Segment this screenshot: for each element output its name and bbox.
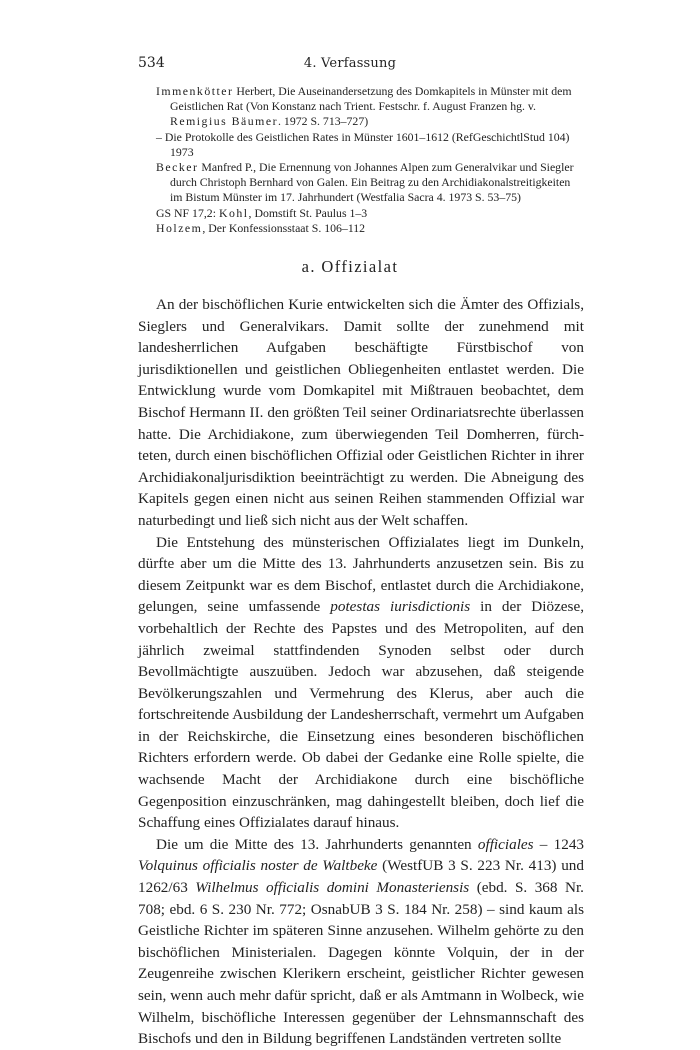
paragraph xyxy=(138,532,584,834)
text-run: Die Entstehung des münsterischen Offizialates liegt im Dunkeln, dürfte aber um die Mitte des 13. Jahrhunderts anzusetzen sein. Bis zu diesem Zeitpunkt war es dem Bischof, entlastet durch die Archidiakone, gelungen, seine umfassende xyxy=(138,533,584,616)
bib-author: Immenkötter xyxy=(156,84,234,98)
text-run: Die um die Mitte des 13. Jahrhunderts genannten xyxy=(156,835,478,853)
paragraph xyxy=(138,294,584,532)
bib-author: Kohl xyxy=(218,205,249,220)
text-run-italic: potestas iurisdictionis xyxy=(330,598,471,616)
body-text xyxy=(138,294,584,1050)
bib-text: GS NF 17,2: xyxy=(156,205,219,220)
bibliography-entry xyxy=(156,84,574,130)
text-run-italic: officiales xyxy=(477,835,534,853)
section-title: a. Offizialat xyxy=(301,257,399,276)
bib-author: Remigius Bäumer xyxy=(170,114,279,129)
bibliography xyxy=(156,84,574,236)
bibliography-entry xyxy=(156,206,574,221)
text-run: An der bischöflichen Kurie entwickelten sich die Ämter des Offizials, Sieglers und Generalvikars. Damit sollte der zunehmend mit landesherrlichen Aufgaben beschäftigte Fürstbischof von jurisdiktionellen und geistlichen Obliegenheiten entlastet werden. Die Entwicklung wurde vom Domkapitel mit Mißtrauen beobachtet, dem Bischof Hermann II. den größten Teil seiner Ordinariatsrechte überlassen hatte. Die Archidiakone, zum überwiegenden Teil Domherren, fürchteten, durch einen bischöflichen Offizial oder Geistlichen Richter in ihrer Archidiakonaljurisdiktion beeinträchtigt zu werden. Die Abneigung des Kapitels gegen einen nicht aus seinen Reihen stammenden Offizial war naturbedingt und ließ sich nicht aus der Welt schaffen. xyxy=(138,296,584,529)
bib-text: , Domstift St. Paulus 1–3 xyxy=(248,205,368,220)
paragraph xyxy=(138,834,584,1050)
page-number: 534 xyxy=(138,55,165,71)
bib-text: Manfred P., Die Ernennung von Johannes Alpen zum Generalvikar und Siegler durch Christoph Bernhard von Galen. Ein Beitrag zu den Archidiakonalstreitigkeiten im Bistum Münster im 17. Jahrhundert (Westfalia Sacra 4. 1973 S. 53–75) xyxy=(170,160,574,205)
text-run: (ebd. S. 368 Nr. 708; ebd. 6 S. 230 Nr. 772; OsnabUB 3 S. 184 Nr. 258) – sind kaum als Geistliche Richter im späteren Sinne anzusehen. Wilhelm gehörte zu den bischöflichen Ministerialen. Dagegen könnte Volquin, der in der Zeugenreihe zwischen Klerikern erscheint, geistlicher Richter gewesen sein, wenn auch mehr dafür spricht, daß er als Amtmann in Wolbeck, wie Wilhelm, bischöfliche Interessen gegenüber der Lehnsmannschaft des Bischofs und den in Bildung begriffenen Landständen vertreten sollte xyxy=(138,879,584,1048)
running-head: 4. Verfassung xyxy=(303,56,397,71)
bib-text: Herbert, Die Auseinandersetzung des Domkapitels in Münster mit dem Geistlichen Rat (Von Konstanz nach Trient. Festschr. f. August Franzen hg. v. xyxy=(170,84,572,114)
text-run: (WestfUB 3 S. 223 Nr. 413) und 1262/63 xyxy=(138,857,584,897)
text-run-italic: Volquinus officialis noster de Waltbeke xyxy=(138,857,378,875)
bib-text: – Die Protokolle des Geistlichen Rates in Münster 1601–1612 (RefGeschichtlStud 104) 1973 xyxy=(156,129,570,159)
bibliography-entry xyxy=(156,160,574,206)
bib-text: , Der Konfessionsstaat S. 106–112 xyxy=(202,220,366,235)
text-run: – 1243 xyxy=(533,835,585,853)
bib-author: Becker xyxy=(156,160,199,175)
bibliography-entry xyxy=(156,130,574,160)
bib-author: Holzem xyxy=(156,220,203,235)
bibliography-entry xyxy=(156,221,574,236)
text-run-italic: Wilhelmus officialis domini Monasteriensis xyxy=(195,879,470,897)
text-run: in der Diözese, vorbehaltlich der Rechte des Papstes und des Metropoliten, auf den jährlich zweimal stattfindenden Synoden selbst oder durch Bevollmächtigte auszuüben. Jedoch war abzusehen, daß steigende Bevölkerungszahlen und Vermehrung des Klerus, aber auch die fortschreitende Ausbildung der Landesherrschaft, vermehrt um Aufgaben in der Reichskirche, die Einsetzung eines besonderen bischöflichen Richters erfordern werde. Ob dabei der Gedanke eine Rolle spielte, die wachsende Macht der Archidiakone durch eine bischöfliche Gegenposition einzuschränken, mag dahingestellt bleiben, doch lief die Schaffung eines Offizialates darauf hinaus. xyxy=(138,598,584,832)
bib-text: . 1972 S. 713–727) xyxy=(278,114,369,129)
